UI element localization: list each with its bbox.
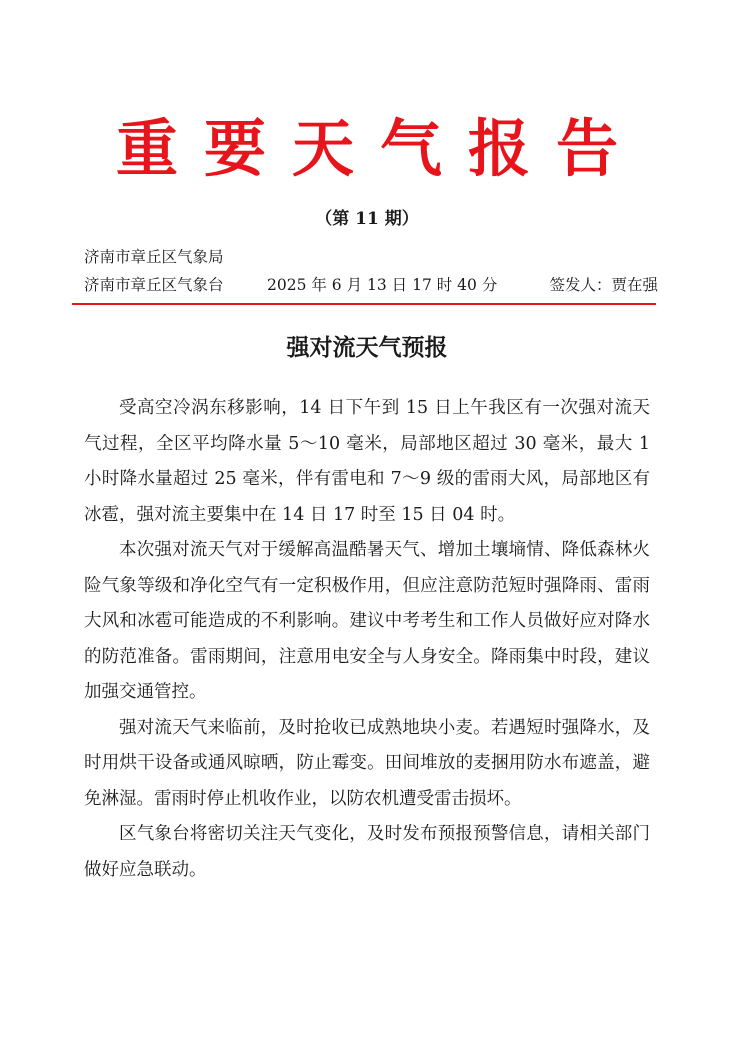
- issuing-bureau: 济南市章丘区气象局: [84, 248, 224, 266]
- body-paragraph: 本次强对流天气对于缓解高温酷暑天气、增加土壤墒情、降低森林火险气象等级和净化空气有一定积极作用，但应注意防范短时强降雨、雷雨大风和冰雹可能造成的不利影响。建议中考考生和工作人员做好应对降水的防范准备。雷雨期间，注意用电安全与人身安全。降雨集中时段，建议加强交通管控。: [84, 540, 650, 702]
- body-paragraph: 区气象台将密切关注天气变化，及时发布预报预警信息，请相关部门做好应急联动。: [84, 824, 650, 880]
- body-paragraph: 强对流天气来临前，及时抢收已成熟地块小麦。若遇短时强降水，及时用烘干设备或通风晾晒，防止霉变。田间堆放的麦捆用防水布遮盖，避免淋湿。雷雨时停止机收作业，以防农机遭受雷击损坏。: [84, 717, 650, 809]
- header-divider: [72, 303, 656, 305]
- document-body: [84, 391, 650, 888]
- issue-datetime: 2025 年 6 月 13 日 17 时 40 分: [267, 276, 498, 294]
- body-paragraph: 受高空冷涡东移影响，14 日下午到 15 日上午我区有一次强对流天气过程，全区平均降水量 5～10 毫米，局部地区超过 30 毫米，最大 1 小时降水量超过 25 毫米，伴有雷电和 7～9 级的雷雨大风，局部地区有冰雹，强对流主要集中在 14 日 17 时至 15 日 04 时。: [84, 398, 650, 525]
- issue-number: （第 11 期）: [315, 209, 419, 229]
- document-title: 强对流天气预报: [286, 334, 448, 361]
- issuing-station: 济南市章丘区气象台: [84, 276, 224, 294]
- signer: 签发人：贾在强: [549, 276, 658, 294]
- report-masthead-title: 重要天气报告: [115, 112, 644, 185]
